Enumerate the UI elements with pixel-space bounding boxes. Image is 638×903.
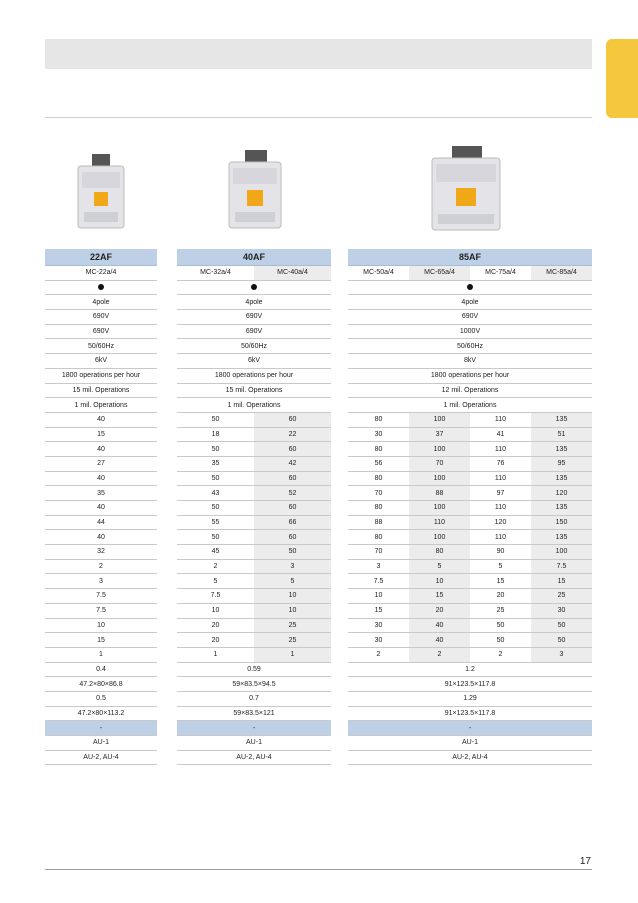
table-cell: 59×83.5×94.5	[177, 677, 331, 692]
table-cell: 40	[45, 412, 157, 427]
table-cell: 150	[531, 515, 592, 530]
table-cell: AU-2, AU-4	[348, 750, 592, 765]
table-cell: 100	[409, 442, 470, 457]
table-cell: 15	[45, 427, 157, 442]
table-cell: 5	[254, 574, 331, 589]
table-cell: 100	[409, 530, 470, 545]
dot-marker	[348, 280, 592, 295]
table-cell: 30	[348, 633, 409, 648]
table-cell: 50/60Hz	[348, 339, 592, 354]
table-row	[45, 442, 157, 457]
table-cell: 2	[348, 647, 409, 662]
table-cell: 10	[177, 603, 254, 618]
table-cell: 0.7	[177, 691, 331, 706]
table-row	[177, 633, 331, 648]
table-cell: 10	[348, 589, 409, 604]
table-cell: AU-1	[348, 736, 592, 751]
table-row	[177, 501, 331, 516]
table-cell: 2	[177, 559, 254, 574]
table-cell: 100	[409, 412, 470, 427]
table-row	[45, 486, 157, 501]
table-row	[348, 266, 592, 281]
table-row	[348, 324, 592, 339]
table-cell: 50	[254, 545, 331, 560]
table-row	[348, 471, 592, 486]
table-row	[45, 266, 157, 281]
table-row	[45, 339, 157, 354]
table-cell: 110	[470, 412, 531, 427]
table-cell: 30	[348, 427, 409, 442]
table-cell: 88	[409, 486, 470, 501]
table-cell: 10	[254, 603, 331, 618]
table-row	[177, 339, 331, 354]
table-cell: 60	[254, 412, 331, 427]
table-cell: 110	[470, 442, 531, 457]
table-cell: 60	[254, 442, 331, 457]
dot-marker	[45, 280, 157, 295]
table-cell: 50	[177, 530, 254, 545]
table-cell: MC-75a/4	[470, 266, 531, 281]
table-row	[45, 706, 157, 721]
table-row	[45, 618, 157, 633]
table-cell: 10	[45, 618, 157, 633]
table-row	[348, 339, 592, 354]
table-cell: 1800 operations per hour	[177, 368, 331, 383]
table-cell: 80	[348, 530, 409, 545]
table-row	[177, 559, 331, 574]
table-cell: 135	[531, 530, 592, 545]
table-cell: 7.5	[177, 589, 254, 604]
table-cell: AU-1	[177, 736, 331, 751]
table-row	[45, 677, 157, 692]
table-cell: 4pole	[348, 295, 592, 310]
table-cell: 12 mil. Operations	[348, 383, 592, 398]
table-cell: 50	[470, 633, 531, 648]
table-cell: 1800 operations per hour	[348, 368, 592, 383]
table-row	[177, 603, 331, 618]
table-cell: 80	[348, 471, 409, 486]
table-row	[348, 427, 592, 442]
table-cell: 70	[348, 545, 409, 560]
table-cell: 60	[254, 471, 331, 486]
table-cell: MC-22a/4	[45, 266, 157, 281]
table-cell: 50	[531, 633, 592, 648]
table-cell: 110	[470, 471, 531, 486]
table-row	[348, 706, 592, 721]
table-cell: 91×123.5×117.8	[348, 677, 592, 692]
table-row	[45, 280, 157, 295]
table-row	[177, 412, 331, 427]
table-cell: 41	[470, 427, 531, 442]
table-cell: 5	[470, 559, 531, 574]
table-cell: 32	[45, 545, 157, 560]
table-row	[348, 721, 592, 736]
table-row	[45, 515, 157, 530]
table-row	[45, 633, 157, 648]
table-row	[177, 530, 331, 545]
table-cell: 25	[470, 603, 531, 618]
table-cell: 1 mil. Operations	[177, 398, 331, 413]
table-cell: 18	[177, 427, 254, 442]
table-cell: 1 mil. Operations	[45, 398, 157, 413]
table-cell: 30	[531, 603, 592, 618]
table-cell: 2	[409, 647, 470, 662]
table-cell: 80	[348, 442, 409, 457]
table-cell: 15	[470, 574, 531, 589]
dot-icon	[251, 284, 257, 290]
table-row	[348, 515, 592, 530]
table-row	[45, 471, 157, 486]
table-row	[177, 515, 331, 530]
table-cell: 7.5	[531, 559, 592, 574]
table-row	[177, 324, 331, 339]
table-cell: 40	[409, 618, 470, 633]
table-row	[348, 589, 592, 604]
table-row	[348, 354, 592, 369]
table-cell: 690V	[45, 324, 157, 339]
table-cell: 15 mil. Operations	[45, 383, 157, 398]
table-cell: 3	[254, 559, 331, 574]
table-cell: 6kV	[177, 354, 331, 369]
table-row	[177, 750, 331, 765]
table-cell: 100	[409, 471, 470, 486]
table-row	[45, 559, 157, 574]
spec-table-85af	[348, 249, 592, 765]
table-cell: 70	[348, 486, 409, 501]
group-title-85af: 85AF	[348, 249, 592, 266]
table-cell: 0.59	[177, 662, 331, 677]
table-cell: 40	[45, 530, 157, 545]
table-cell: 42	[254, 456, 331, 471]
table-cell: 40	[409, 633, 470, 648]
table-cell: 1	[45, 647, 157, 662]
table-row	[348, 486, 592, 501]
table-cell: 15 mil. Operations	[177, 383, 331, 398]
table-row	[348, 691, 592, 706]
table-row	[348, 545, 592, 560]
table-cell: 55	[177, 515, 254, 530]
table-row	[348, 442, 592, 457]
table-row	[177, 618, 331, 633]
table-cell: 3	[45, 574, 157, 589]
table-row	[177, 706, 331, 721]
table-cell: 2	[45, 559, 157, 574]
table-row	[45, 310, 157, 325]
table-cell: AU-2, AU-4	[177, 750, 331, 765]
table-cell: 3	[531, 647, 592, 662]
table-row	[177, 398, 331, 413]
table-cell: 110	[470, 530, 531, 545]
table-cell: 20	[409, 603, 470, 618]
table-row	[348, 383, 592, 398]
table-cell: 50/60Hz	[45, 339, 157, 354]
table-row	[177, 574, 331, 589]
table-row	[45, 647, 157, 662]
table-cell: -	[45, 721, 157, 736]
table-cell: 690V	[348, 310, 592, 325]
table-cell: 15	[409, 589, 470, 604]
table-cell: 70	[409, 456, 470, 471]
table-cell: 10	[409, 574, 470, 589]
table-row	[348, 647, 592, 662]
table-cell: 50/60Hz	[177, 339, 331, 354]
table-cell: 50	[177, 471, 254, 486]
table-row	[177, 456, 331, 471]
table-row	[348, 295, 592, 310]
table-row	[348, 368, 592, 383]
table-cell: 76	[470, 456, 531, 471]
table-cell: 22	[254, 427, 331, 442]
table-row	[45, 427, 157, 442]
table-row	[348, 456, 592, 471]
table-cell: 97	[470, 486, 531, 501]
table-cell: 90	[470, 545, 531, 560]
table-row	[45, 603, 157, 618]
table-cell: 690V	[177, 324, 331, 339]
table-row	[348, 530, 592, 545]
table-cell: 1 mil. Operations	[348, 398, 592, 413]
page-number: 17	[579, 856, 591, 867]
table-cell: 88	[348, 515, 409, 530]
table-cell: -	[177, 721, 331, 736]
product-photo-85af	[428, 144, 504, 234]
product-photo-22af	[70, 152, 132, 232]
table-cell: 25	[531, 589, 592, 604]
table-row	[177, 442, 331, 457]
section-tab	[606, 39, 638, 118]
table-row	[45, 354, 157, 369]
table-row	[177, 662, 331, 677]
table-cell: 8kV	[348, 354, 592, 369]
table-cell: 52	[254, 486, 331, 501]
table-cell: AU-1	[45, 736, 157, 751]
table-row	[348, 603, 592, 618]
table-cell: 27	[45, 456, 157, 471]
table-row	[45, 368, 157, 383]
table-row	[45, 574, 157, 589]
table-row	[348, 574, 592, 589]
table-cell: 60	[254, 501, 331, 516]
table-cell: 30	[348, 618, 409, 633]
table-row	[177, 677, 331, 692]
table-cell: 95	[531, 456, 592, 471]
table-cell: 47.2×80×86.8	[45, 677, 157, 692]
table-cell: 5	[409, 559, 470, 574]
table-row	[348, 662, 592, 677]
table-cell: 7.5	[45, 603, 157, 618]
table-cell: MC-50a/4	[348, 266, 409, 281]
table-row	[45, 736, 157, 751]
table-row	[45, 456, 157, 471]
table-row	[348, 280, 592, 295]
table-row	[348, 618, 592, 633]
table-cell: 7.5	[45, 589, 157, 604]
table-row	[45, 530, 157, 545]
group-title-40af: 40AF	[177, 249, 331, 266]
table-cell: 20	[470, 589, 531, 604]
table-row	[177, 427, 331, 442]
dot-icon	[467, 284, 473, 290]
top-divider	[45, 117, 592, 118]
product-photo-40af	[223, 148, 287, 232]
table-row	[177, 280, 331, 295]
table-cell: 7.5	[348, 574, 409, 589]
table-cell: 20	[177, 618, 254, 633]
table-cell: 1.2	[348, 662, 592, 677]
table-cell: 60	[254, 530, 331, 545]
table-cell: 110	[409, 515, 470, 530]
table-row	[348, 412, 592, 427]
table-cell: 4pole	[177, 295, 331, 310]
table-row	[45, 324, 157, 339]
table-cell: 25	[254, 633, 331, 648]
table-row	[45, 691, 157, 706]
table-row	[45, 750, 157, 765]
table-cell: 44	[45, 515, 157, 530]
table-cell: 59×83.5×121	[177, 706, 331, 721]
table-cell: 25	[254, 618, 331, 633]
table-cell: 50	[177, 442, 254, 457]
table-cell: 135	[531, 471, 592, 486]
table-cell: 1800 operations per hour	[45, 368, 157, 383]
table-cell: 20	[177, 633, 254, 648]
table-cell: 690V	[45, 310, 157, 325]
table-cell: 2	[470, 647, 531, 662]
table-row	[177, 368, 331, 383]
table-row	[177, 691, 331, 706]
table-cell: MC-65a/4	[409, 266, 470, 281]
table-row	[177, 647, 331, 662]
table-row	[348, 633, 592, 648]
table-row	[45, 662, 157, 677]
table-cell: 66	[254, 515, 331, 530]
table-cell: 1000V	[348, 324, 592, 339]
table-cell: 3	[348, 559, 409, 574]
table-row	[348, 736, 592, 751]
table-row	[45, 412, 157, 427]
table-cell: 1	[254, 647, 331, 662]
table-cell: 35	[45, 486, 157, 501]
table-cell: AU-2, AU-4	[45, 750, 157, 765]
table-cell: 135	[531, 442, 592, 457]
dot-marker	[177, 280, 331, 295]
table-cell: 50	[177, 412, 254, 427]
table-row	[45, 398, 157, 413]
dot-icon	[98, 284, 104, 290]
table-row	[177, 471, 331, 486]
table-cell: 50	[177, 501, 254, 516]
table-cell: 135	[531, 501, 592, 516]
table-cell: 120	[470, 515, 531, 530]
table-cell: 0.5	[45, 691, 157, 706]
table-cell: 40	[45, 501, 157, 516]
table-cell: 40	[45, 471, 157, 486]
table-cell: MC-32a/4	[177, 266, 254, 281]
table-row	[177, 736, 331, 751]
group-title-22af: 22AF	[45, 249, 157, 266]
table-cell: 100	[531, 545, 592, 560]
table-row	[45, 295, 157, 310]
table-row	[45, 383, 157, 398]
footer-divider	[45, 869, 592, 870]
table-cell: 47.2×80×113.2	[45, 706, 157, 721]
table-row	[177, 545, 331, 560]
table-cell: 80	[348, 501, 409, 516]
table-cell: 6kV	[45, 354, 157, 369]
table-cell: 56	[348, 456, 409, 471]
spec-table-40af	[177, 249, 331, 765]
table-row	[348, 501, 592, 516]
table-row	[177, 589, 331, 604]
table-row	[177, 486, 331, 501]
table-cell: 40	[45, 442, 157, 457]
table-cell: 15	[45, 633, 157, 648]
table-cell: 1	[177, 647, 254, 662]
table-cell: 15	[348, 603, 409, 618]
table-cell: 15	[531, 574, 592, 589]
table-row	[177, 354, 331, 369]
table-cell: 100	[409, 501, 470, 516]
table-cell: 10	[254, 589, 331, 604]
table-cell: MC-85a/4	[531, 266, 592, 281]
table-row	[177, 295, 331, 310]
table-cell: 4pole	[45, 295, 157, 310]
table-cell: 80	[348, 412, 409, 427]
table-row	[348, 559, 592, 574]
table-cell: MC-40a/4	[254, 266, 331, 281]
spec-table-22af	[45, 249, 157, 765]
table-row	[177, 721, 331, 736]
table-cell: 50	[470, 618, 531, 633]
table-cell: 43	[177, 486, 254, 501]
table-cell: 135	[531, 412, 592, 427]
table-row	[348, 398, 592, 413]
table-cell: 1.29	[348, 691, 592, 706]
table-row	[348, 310, 592, 325]
table-cell: -	[348, 721, 592, 736]
table-cell: 120	[531, 486, 592, 501]
table-row	[348, 677, 592, 692]
table-cell: 50	[531, 618, 592, 633]
table-row	[45, 721, 157, 736]
header-band	[45, 39, 592, 69]
table-cell: 37	[409, 427, 470, 442]
table-cell: 80	[409, 545, 470, 560]
table-cell: 0.4	[45, 662, 157, 677]
table-row	[45, 501, 157, 516]
table-row	[45, 589, 157, 604]
table-cell: 110	[470, 501, 531, 516]
table-row	[177, 383, 331, 398]
table-row	[177, 310, 331, 325]
table-row	[45, 545, 157, 560]
table-cell: 51	[531, 427, 592, 442]
table-cell: 5	[177, 574, 254, 589]
table-cell: 91×123.5×117.8	[348, 706, 592, 721]
table-row	[177, 266, 331, 281]
table-row	[348, 750, 592, 765]
table-cell: 690V	[177, 310, 331, 325]
table-cell: 35	[177, 456, 254, 471]
table-cell: 45	[177, 545, 254, 560]
